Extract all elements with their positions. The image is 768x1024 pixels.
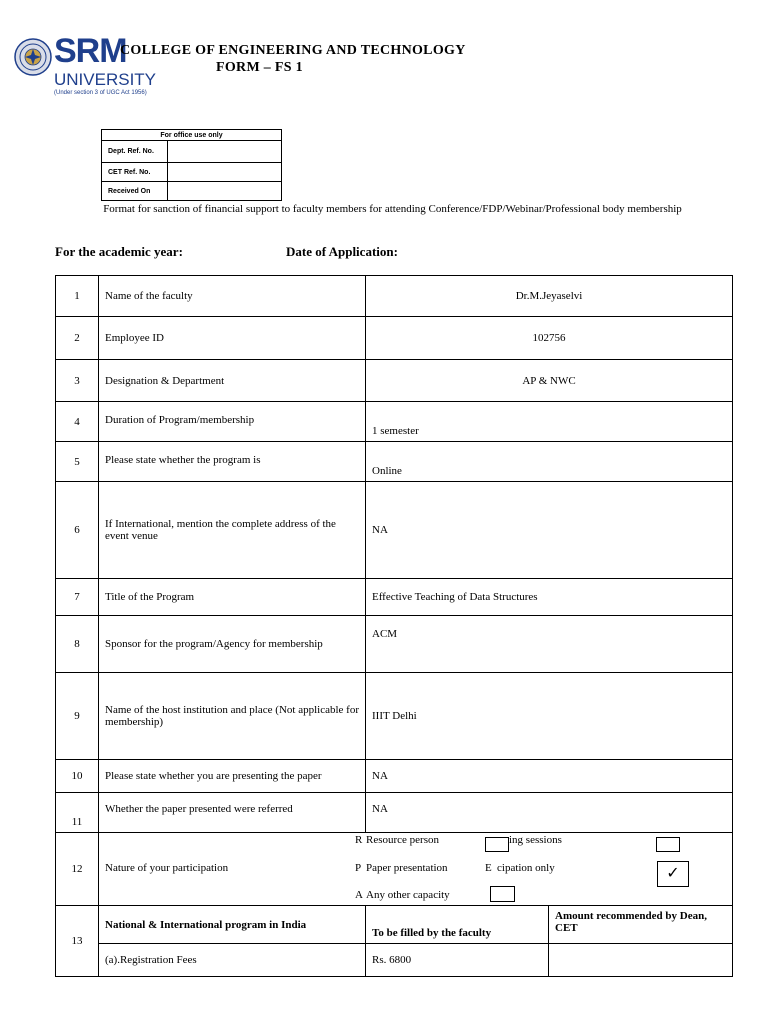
faculty-name-field[interactable]: Dr.M.Jeyaselvi [366,276,733,317]
format-description: Format for sanction of financial support to faculty members for attending Conference/FDP/Webinar/Professional body membership [103,203,682,215]
office-row-label: Dept. Ref. No. [102,141,168,163]
row-number: 9 [56,673,99,760]
row-number: 7 [56,579,99,616]
row-label: Duration of Program/membership [99,402,366,442]
participation-cell [99,833,733,906]
row-label: Title of the Program [99,579,366,616]
row-label: Name of the host institution and place (Not applicable for membership) [99,673,366,760]
option-tail-text: cipation only [497,862,555,874]
option-prefix: R [355,834,363,846]
office-box-title: For office use only [102,130,282,141]
option-prefix: A [355,889,363,901]
program-mode-field[interactable]: Online [366,442,733,482]
university-seal-icon [14,38,52,76]
option-tail-text: ing sessions [509,834,562,846]
table-row [56,317,733,360]
row-label: Designation & Department [99,360,366,402]
office-row-field[interactable] [168,163,282,182]
participation-only-checkbox[interactable]: ✓ [657,861,689,887]
row-number: 3 [56,360,99,402]
table-row [56,402,733,442]
program-title-field[interactable]: Effective Teaching of Data Structures [366,579,733,616]
option-mid-text: E [485,862,492,874]
dean-amount-header: Amount recommended by Dean, CET [549,906,733,944]
row-number: 6 [56,482,99,579]
row-label: Name of the faculty [99,276,366,317]
table-row [56,760,733,793]
table-row [56,442,733,482]
row-label: Nature of your participation [105,862,229,874]
faculty-fill-header: To be filled by the faculty [366,906,549,944]
any-other-capacity-label: Any other capacity [366,889,450,901]
registration-fees-field[interactable]: Rs. 6800 [366,944,549,977]
college-title: COLLEGE OF ENGINEERING AND TECHNOLOGY [120,43,466,58]
form-number: FORM – FS 1 [216,60,303,75]
sessions-checkbox[interactable] [656,837,680,852]
row-label: If International, mention the complete address of the event venue [99,482,366,579]
paper-presentation-label: Paper presentation [366,862,448,874]
table-row [56,482,733,579]
date-of-application-label: Date of Application: [286,244,398,259]
office-row-field[interactable] [168,182,282,201]
row-number: 1 [56,276,99,317]
office-row-field[interactable] [168,141,282,163]
table-row [56,833,733,906]
employee-id-field[interactable]: 102756 [366,317,733,360]
row-number: 12 [56,833,99,906]
resource-person-checkbox[interactable] [485,837,509,852]
row-number: 2 [56,317,99,360]
table-row [56,276,733,317]
row-label: Please state whether the program is [99,442,366,482]
logo-sub-text: UNIVERSITY [54,70,157,89]
row-number: 13 [56,906,99,977]
any-other-capacity-checkbox[interactable] [490,886,515,902]
table-row [56,673,733,760]
table-row [56,944,733,977]
table-row [56,793,733,833]
dean-amount-field[interactable] [549,944,733,977]
row-number: 10 [56,760,99,793]
row-label: Whether the paper presented were referred [99,793,366,833]
designation-field[interactable]: AP & NWC [366,360,733,402]
logo-note-text: (Under section 3 of UGC Act 1956) [54,90,147,96]
resource-person-label: Resource person [366,834,440,846]
row-number: 8 [56,616,99,673]
row-label: Employee ID [99,317,366,360]
academic-year-label: For the academic year: [55,244,183,259]
national-program-header: National & International program in India [99,906,366,944]
registration-fees-label: (a).Registration Fees [99,944,366,977]
table-row [56,579,733,616]
office-use-box [101,129,282,201]
row-label: Sponsor for the program/Agency for membership [99,616,366,673]
table-row [56,360,733,402]
host-institution-field[interactable]: IIIT Delhi [366,673,733,760]
row-number: 4 [56,402,99,442]
table-row [56,616,733,673]
logo-main-text: SRM [54,32,127,70]
table-row [56,906,733,944]
presenting-paper-field[interactable]: NA [366,760,733,793]
venue-address-field[interactable]: NA [366,482,733,579]
row-number: 5 [56,442,99,482]
row-number: 11 [56,793,99,833]
row-label: Please state whether you are presenting the paper [99,760,366,793]
office-row-label: Received On [102,182,168,201]
duration-field[interactable]: 1 semester [366,402,733,442]
sponsor-field[interactable]: ACM [366,616,733,673]
application-form-table [55,275,733,977]
office-row-label: CET Ref. No. [102,163,168,182]
paper-referred-field[interactable]: NA [366,793,733,833]
option-prefix: P [355,862,362,874]
